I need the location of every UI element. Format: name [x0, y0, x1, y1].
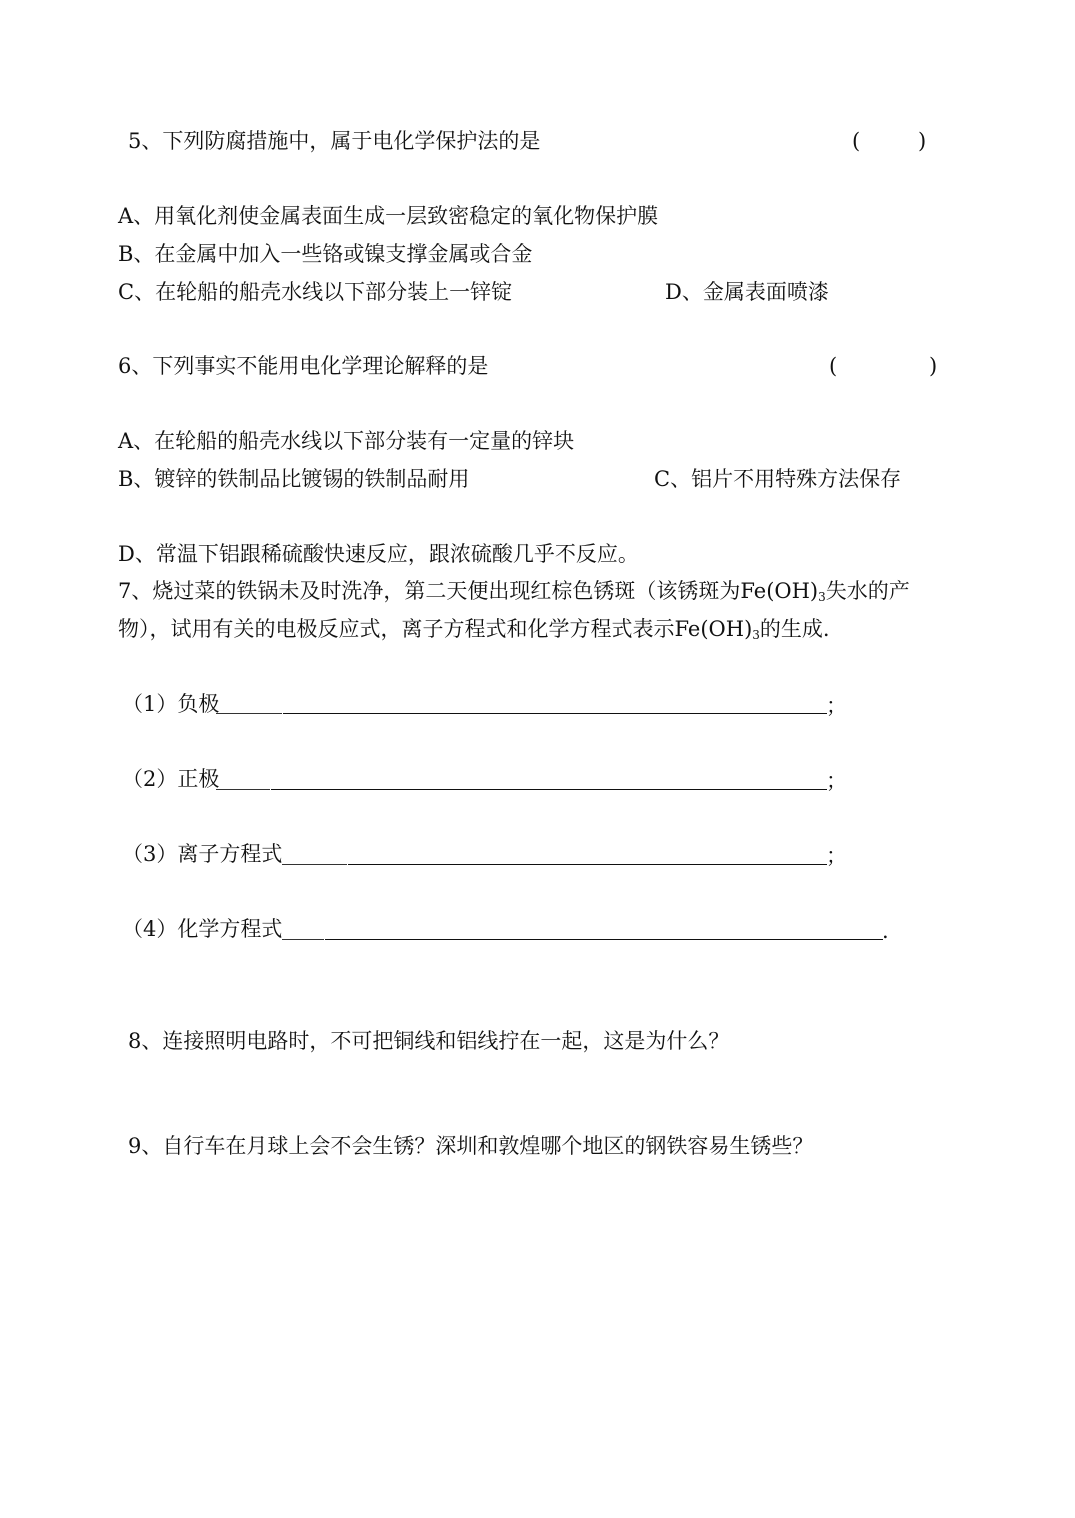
question-7-item-2-blank-short [216, 789, 270, 790]
question-7-item-1-end: ； [826, 694, 847, 718]
question-5-option-d: D、金属表面喷漆 [665, 280, 829, 304]
question-5-option-b: B、在金属中加入一些铬或镍支撑金属或合金 [118, 242, 533, 266]
question-7-item-3-label: （3）离子方程式 [122, 842, 283, 866]
question-7-item-3-blank-short [282, 864, 347, 865]
question-7-item-2-end: ； [826, 769, 847, 793]
question-5-stem: 5、下列防腐措施中，属于电化学保护法的是 [128, 129, 541, 153]
question-6-option-d: D、常温下铝跟稀硫酸快速反应，跟浓硫酸几乎不反应。 [118, 542, 639, 566]
question-7-item-4-label: （4）化学方程式 [122, 917, 283, 941]
question-7-item-2-answer-line[interactable] [271, 789, 827, 790]
question-6-answer-paren-left: ( [829, 354, 838, 378]
question-7-item-3-end: ； [826, 844, 847, 868]
question-7-stem-line-1: 7、烧过菜的铁锅未及时洗净，第二天便出现红棕色锈斑（该锈斑为$Fe(OH)_3$失水的产 [118, 579, 910, 604]
question-8-stem: 8、连接照明电路时，不可把铜线和铝线拧在一起，这是为什么？ [128, 1029, 730, 1053]
question-7-item-1-answer-line[interactable] [283, 713, 827, 714]
question-5-option-a: A、用氧化剂使金属表面生成一层致密稳定的氧化物保护膜 [118, 204, 659, 228]
question-7-item-4-blank-short [282, 939, 324, 940]
question-9-stem: 9、自行车在月球上会不会生锈？深圳和敦煌哪个地区的钢铁容易生锈些？ [128, 1134, 814, 1158]
question-5-answer-paren-right: ) [918, 129, 927, 153]
question-7-item-4-end: . [882, 919, 889, 943]
question-7-item-2-label: （2）正极 [122, 767, 220, 791]
question-6-option-c: C、铝片不用特殊方法保存 [654, 467, 902, 491]
question-7-item-1-label: （1）负极 [122, 692, 220, 716]
question-6-answer-paren-right: ) [929, 354, 938, 378]
question-6-stem: 6、下列事实不能用电化学理论解释的是 [118, 354, 489, 378]
question-5-option-c: C、在轮船的船壳水线以下部分装上一锌锭 [118, 280, 513, 304]
question-7-stem-line-2: 物），试用有关的电极反应式，离子方程式和化学方程式表示$Fe(OH)_3$的生成. [118, 617, 830, 642]
question-7-item-3-answer-line[interactable] [348, 864, 827, 865]
question-7-item-4-answer-line[interactable] [325, 939, 883, 940]
question-7-item-1-blank-short [216, 713, 282, 714]
question-6-option-a: A、在轮船的船壳水线以下部分装有一定量的锌块 [118, 429, 575, 453]
question-6-option-b: B、镀锌的铁制品比镀锡的铁制品耐用 [118, 467, 470, 491]
question-5-answer-paren-left: ( [852, 129, 861, 153]
